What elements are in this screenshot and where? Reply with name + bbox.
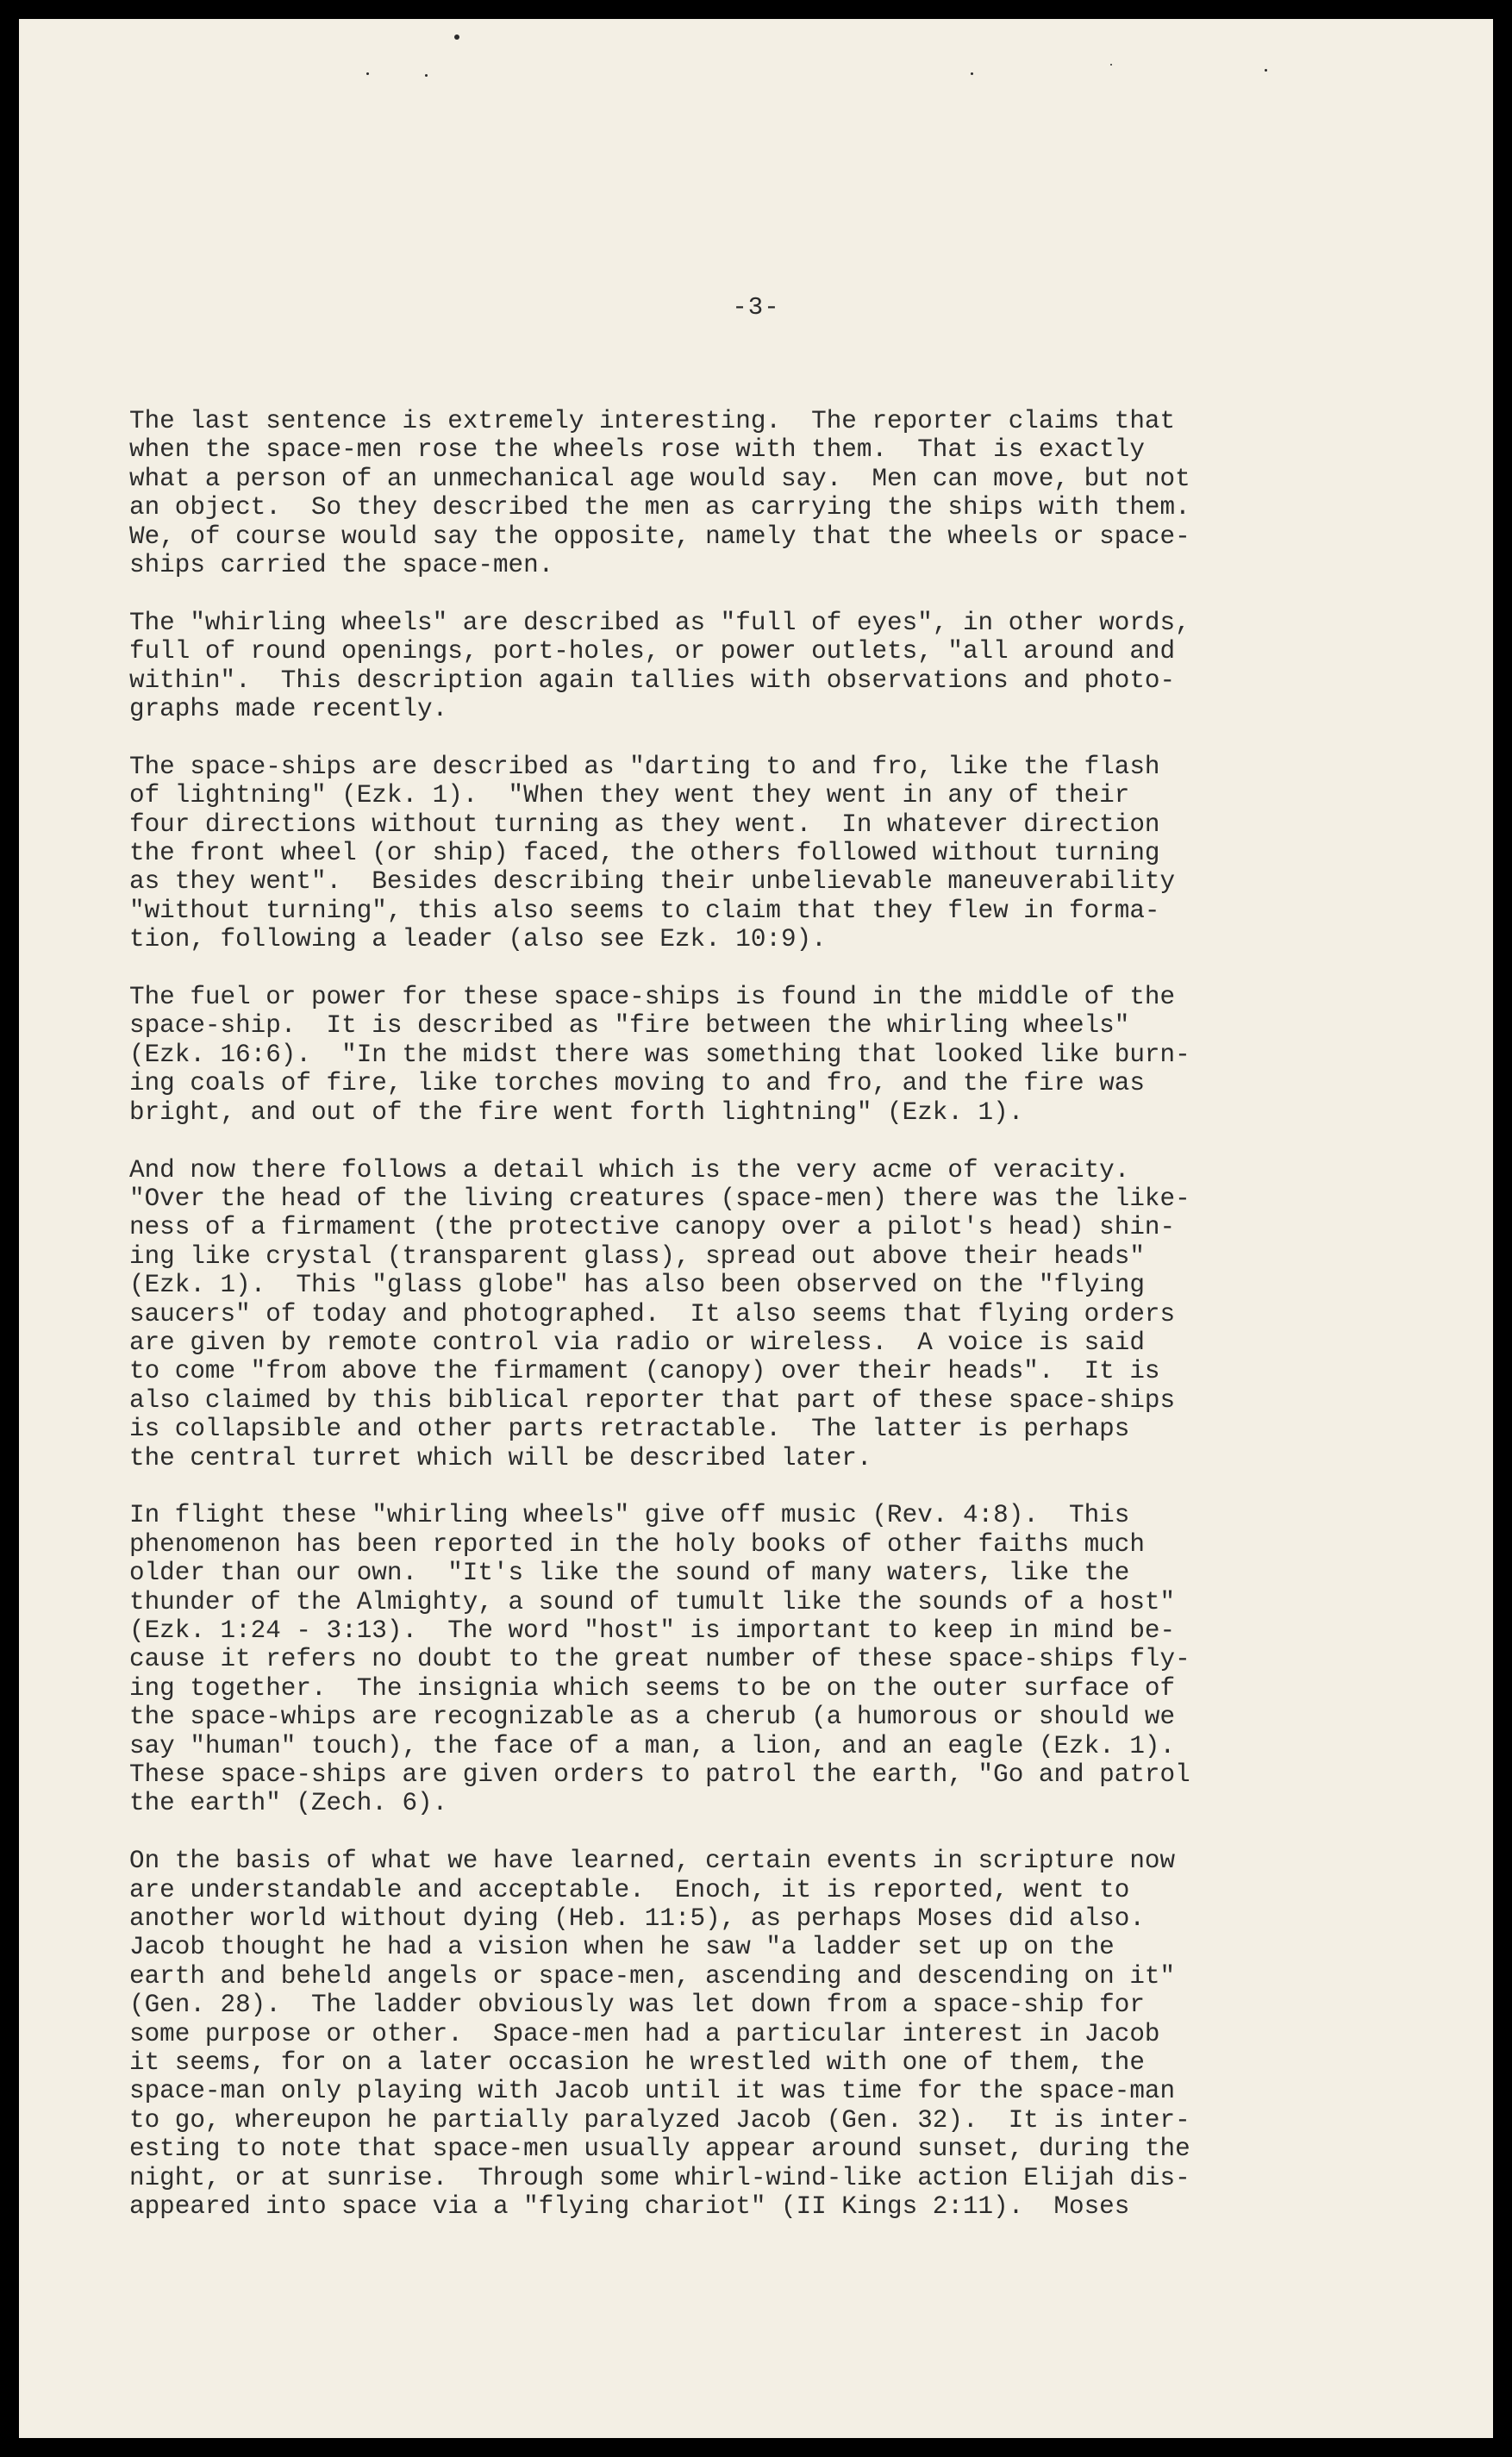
text-line: The "whirling wheels" are described as "full of eyes", in other words, [129,608,1190,637]
text-line: ships carried the space-men. [129,551,554,580]
text-line: older than our own. "It's like the sound of many waters, like the [129,1559,1130,1588]
text-line: The last sentence is extremely interesting. The reporter claims that [129,407,1176,435]
text-line: of lightning" (Ezk. 1). "When they went they went in any of their [129,781,1130,810]
text-line: graphs made recently. [129,695,448,724]
text-line: full of round openings, port-holes, or power outlets, "all around and [129,637,1176,666]
text-line: The fuel or power for these space-ships is found in the middle of the [129,983,1176,1012]
text-line: ing coals of fire, like torches moving to and fro, and the fire was [129,1069,1145,1098]
text-line: say "human" touch), the face of a man, a lion, and an eagle (Ezk. 1). [129,1731,1176,1760]
text-line: ing like crystal (transparent glass), spread out above their heads" [129,1241,1145,1271]
text-line: ness of a firmament (the protective canopy over a pilot's head) shin- [129,1213,1176,1242]
text-line: some purpose or other. Space-men had a particular interest in Jacob [129,2019,1160,2048]
body-text [129,407,1405,2250]
paragraph-1 [129,407,1405,579]
text-line: to come "from above the firmament (canopy) over their heads". It is [129,1357,1160,1386]
text-line: "Over the head of the living creatures (space-men) there was the like- [129,1184,1190,1213]
text-line: tion, following a leader (also see Ezk. 10:9). [129,925,827,954]
text-line: saucers" of today and photographed. It also seems that flying orders [129,1299,1176,1329]
text-line: when the space-men rose the wheels rose with them. That is exactly [129,435,1145,465]
text-line: (Ezk. 1). This "glass globe" has also been observed on the "flying [129,1271,1145,1300]
ink-speck [425,74,428,77]
text-line: to go, whereupon he partially paralyzed Jacob (Gen. 32). It is inter- [129,2105,1190,2135]
text-line: ing together. The insignia which seems to be on the outer surface of [129,1673,1176,1703]
text-line: appeared into space via a "flying chariot" (II Kings 2:11). Moses [129,2192,1130,2222]
text-line: is collapsible and other parts retractable. The latter is perhaps [129,1415,1130,1444]
paragraph-4 [129,983,1405,1127]
text-line: Jacob thought he had a vision when he saw "a ladder set up on the [129,1933,1115,1962]
text-line: the space-whips are recognizable as a cherub (a humorous or should we [129,1703,1176,1732]
text-line: And now there follows a detail which is the very acme of veracity. [129,1155,1130,1185]
ink-speck [1265,69,1267,72]
text-line: esting to note that space-men usually appear around sunset, during the [129,2135,1190,2164]
text-line: as they went". Besides describing their unbelievable maneuverability [129,867,1176,897]
text-line: The space-ships are described as "darting to and fro, like the flash [129,752,1160,781]
paragraph-6 [129,1501,1405,1817]
text-line: space-ship. It is described as "fire between the whirling wheels" [129,1011,1130,1041]
text-line: We, of course would say the opposite, namely that the wheels or space- [129,522,1190,551]
text-line: the earth" (Zech. 6). [129,1789,448,1818]
text-line: On the basis of what we have learned, certain events in scripture now [129,1847,1176,1876]
text-line: are given by remote control via radio or wireless. A voice is said [129,1328,1145,1357]
text-line: it seems, for on a later occasion he wrestled with one of them, the [129,2048,1145,2078]
text-line: space-man only playing with Jacob until it was time for the space-man [129,2077,1176,2106]
ink-speck [1110,64,1112,66]
paragraph-3 [129,753,1405,954]
paragraph-5 [129,1156,1405,1472]
text-line: also claimed by this biblical reporter that part of these space-ships [129,1385,1176,1415]
text-line: another world without dying (Heb. 11:5), as perhaps Moses did also. [129,1904,1145,1934]
text-line: (Ezk. 1:24 - 3:13). The word "host" is important to keep in mind be- [129,1616,1176,1645]
text-line: night, or at sunrise. Through some whirl-wind-like action Elijah dis- [129,2163,1190,2192]
text-line: within". This description again tallies with observations and photo- [129,666,1176,695]
text-line: earth and beheld angels or space-men, ascending and descending on it" [129,1961,1176,1991]
paragraph-7 [129,1847,1405,2221]
ink-speck [454,34,459,40]
ink-speck [971,72,973,75]
text-line: four directions without turning as they went. In whatever direction [129,810,1160,839]
text-line: (Ezk. 16:6). "In the midst there was something that looked like burn- [129,1040,1190,1069]
text-line: cause it refers no doubt to the great number of these space-ships fly- [129,1645,1190,1674]
text-line: These space-ships are given orders to patrol the earth, "Go and patrol [129,1760,1190,1790]
text-line: what a person of an unmechanical age would say. Men can move, but not [129,464,1190,493]
paragraph-2 [129,609,1405,724]
ink-speck [366,72,369,75]
text-line: In flight these "whirling wheels" give off music (Rev. 4:8). This [129,1501,1130,1530]
text-line: the front wheel (or ship) faced, the others followed without turning [129,839,1160,868]
text-line: an object. So they described the men as carrying the ships with them. [129,493,1190,522]
text-line: (Gen. 28). The ladder obviously was let down from a space-ship for [129,1991,1145,2020]
text-line: phenomenon has been reported in the holy books of other faiths much [129,1529,1145,1559]
text-line: the central turret which will be described later. [129,1443,872,1472]
typewritten-page [19,19,1493,2438]
text-line: thunder of the Almighty, a sound of tumult like the sounds of a host" [129,1587,1176,1616]
text-line: "without turning", this also seems to claim that they flew in forma- [129,896,1160,925]
text-line: are understandable and acceptable. Enoch, it is reported, went to [129,1875,1130,1904]
page-number: -3- [732,293,780,322]
text-line: bright, and out of the fire went forth lightning" (Ezk. 1). [129,1097,1024,1127]
